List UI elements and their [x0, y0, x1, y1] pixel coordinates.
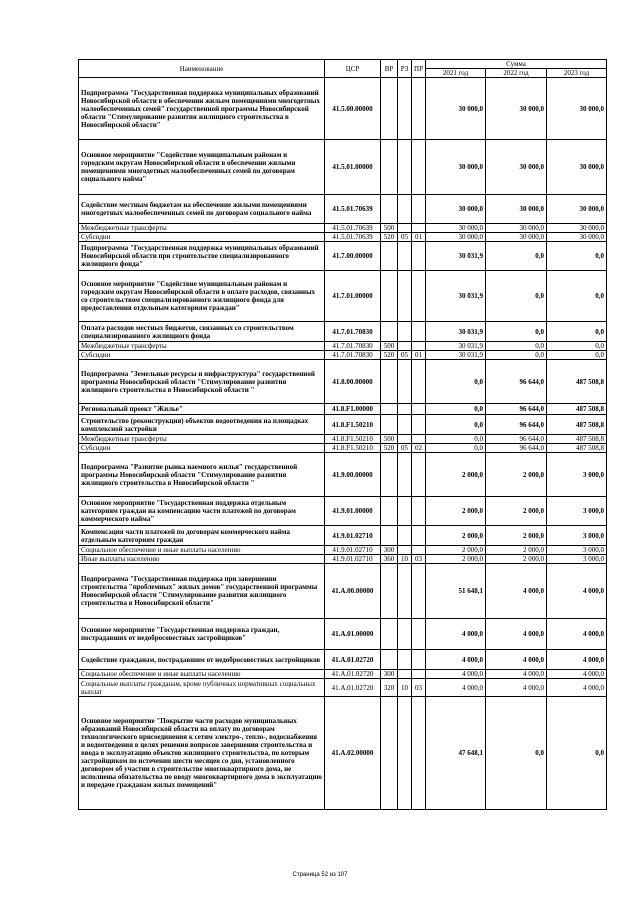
- cell-2021: 2 000,0: [426, 546, 486, 555]
- cell-name: Межбюджетные трансферты: [79, 435, 325, 444]
- table-row: [79, 195, 607, 224]
- cell-2023: 30 000,0: [547, 233, 607, 242]
- table-row: [79, 697, 607, 810]
- cell-2021: 0,0: [426, 444, 486, 453]
- cell-vr: [381, 140, 398, 195]
- cell-rz: [398, 497, 412, 526]
- cell-csr: 41.9.01.02710: [325, 555, 381, 564]
- cell-name: Субсидии: [79, 351, 325, 360]
- cell-2023: 0,0: [547, 351, 607, 360]
- cell-csr: 41.А.01.00000: [325, 619, 381, 650]
- cell-name: Подпрограмма "Развитие рынка наемного жилья" государственной программы Новосибирской области "Стимулирование развития жилищного строительства в Новосибирской области ": [79, 453, 325, 497]
- budget-table: [78, 59, 607, 810]
- cell-vr: [381, 271, 398, 322]
- cell-2023: 4 000,0: [547, 650, 607, 670]
- table-row: [79, 650, 607, 670]
- cell-2023: 30 000,0: [547, 140, 607, 195]
- cell-csr: 41.7.01.70830: [325, 342, 381, 351]
- col-header-2021: 2021 год: [426, 69, 486, 78]
- cell-vr: 520: [381, 351, 398, 360]
- cell-name: Основное мероприятие "Содействие муниципальным районам и городским округам Новосибирской области в оплате расходов, связанных со строительством специализированного жилищного фонда для предоставления отдельным категориям граждан": [79, 271, 325, 322]
- cell-csr: 41.5.01.00000: [325, 140, 381, 195]
- table-row: [79, 224, 607, 233]
- cell-pr: [412, 271, 426, 322]
- cell-pr: [412, 697, 426, 810]
- cell-2023: 0,0: [547, 242, 607, 271]
- cell-rz: 05: [398, 444, 412, 453]
- cell-vr: [381, 322, 398, 342]
- cell-vr: 520: [381, 233, 398, 242]
- cell-csr: 41.А.01.02720: [325, 650, 381, 670]
- cell-csr: 41.5.01.70639: [325, 224, 381, 233]
- cell-name: Оплата расходов местных бюджетов, связанных со строительством специализированного жилищного фонда: [79, 322, 325, 342]
- cell-csr: 41.7.00.00000: [325, 242, 381, 271]
- cell-2022: 30 000,0: [486, 224, 547, 233]
- cell-2022: 4 000,0: [486, 679, 547, 697]
- cell-2021: 0,0: [426, 360, 486, 404]
- table-row: [79, 526, 607, 546]
- cell-name: Подпрограмма "Государственная поддержка муниципальных образований Новосибирской области в обеспечении жильем помещениями многодетных малообеспеченных семей" государственной программы Новосибирской области "Стимулирование развития жилищного строительства в Новосибирской области": [79, 78, 325, 140]
- table-row: [79, 555, 607, 564]
- cell-pr: [412, 224, 426, 233]
- cell-rz: [398, 546, 412, 555]
- cell-2023: 3 000,0: [547, 526, 607, 546]
- cell-2023: 487 508,8: [547, 415, 607, 435]
- cell-2023: 487 508,8: [547, 360, 607, 404]
- table-row: [79, 351, 607, 360]
- cell-pr: [412, 140, 426, 195]
- cell-rz: [398, 453, 412, 497]
- cell-rz: [398, 415, 412, 435]
- cell-rz: [398, 195, 412, 224]
- cell-pr: [412, 195, 426, 224]
- cell-2023: 30 000,0: [547, 195, 607, 224]
- cell-pr: 01: [412, 233, 426, 242]
- table-row: [79, 670, 607, 679]
- cell-2023: 4 000,0: [547, 670, 607, 679]
- cell-csr: 41.А.00.00000: [325, 564, 381, 619]
- cell-rz: 05: [398, 351, 412, 360]
- cell-2023: 3 000,0: [547, 546, 607, 555]
- cell-2021: 30 031,9: [426, 351, 486, 360]
- cell-2021: 47 648,1: [426, 697, 486, 810]
- cell-2022: 96 644,0: [486, 415, 547, 435]
- cell-2021: 30 000,0: [426, 195, 486, 224]
- cell-2021: 30 000,0: [426, 224, 486, 233]
- cell-csr: 41.5.00.00000: [325, 78, 381, 140]
- cell-rz: [398, 224, 412, 233]
- cell-pr: [412, 404, 426, 415]
- cell-csr: 41.7.01.70830: [325, 322, 381, 342]
- page-footer: Страница 52 из 107: [292, 872, 348, 878]
- table-row: [79, 619, 607, 650]
- table-row: [79, 233, 607, 242]
- cell-2022: 4 000,0: [486, 564, 547, 619]
- cell-pr: [412, 242, 426, 271]
- cell-name: Подпрограмма "Государственная поддержка при завершении строительства "проблемных" жилых домов" государственной программы Новосибирской области "Стимулирование развития жилищного строительства в Новосибирской области": [79, 564, 325, 619]
- cell-rz: [398, 342, 412, 351]
- cell-2021: 2 000,0: [426, 555, 486, 564]
- cell-2021: 2 000,0: [426, 453, 486, 497]
- cell-csr: 41.7.01.00000: [325, 271, 381, 322]
- table-row: [79, 435, 607, 444]
- cell-2021: 2 000,0: [426, 497, 486, 526]
- cell-name: Социальные выплаты гражданам, кроме публичных нормативных социальных выплат: [79, 679, 325, 697]
- col-header-2023: 2023 год: [547, 69, 607, 78]
- cell-vr: [381, 650, 398, 670]
- cell-vr: 520: [381, 444, 398, 453]
- cell-csr: 41.9.01.00000: [325, 497, 381, 526]
- cell-csr: 41.А.01.02720: [325, 670, 381, 679]
- table-row: [79, 360, 607, 404]
- cell-pr: [412, 497, 426, 526]
- cell-2023: 4 000,0: [547, 564, 607, 619]
- cell-vr: 500: [381, 435, 398, 444]
- cell-rz: [398, 697, 412, 810]
- cell-2023: 3 000,0: [547, 497, 607, 526]
- cell-pr: [412, 435, 426, 444]
- cell-vr: [381, 360, 398, 404]
- cell-2022: 30 000,0: [486, 195, 547, 224]
- cell-csr: 41.8.F1.50210: [325, 435, 381, 444]
- cell-2023: 3 000,0: [547, 453, 607, 497]
- cell-vr: 300: [381, 546, 398, 555]
- cell-pr: 03: [412, 555, 426, 564]
- cell-2022: 0,0: [486, 242, 547, 271]
- cell-vr: [381, 242, 398, 271]
- cell-vr: [381, 564, 398, 619]
- cell-2022: 96 644,0: [486, 360, 547, 404]
- cell-2022: 4 000,0: [486, 650, 547, 670]
- cell-name: Субсидии: [79, 233, 325, 242]
- cell-2022: 2 000,0: [486, 555, 547, 564]
- cell-vr: [381, 453, 398, 497]
- cell-vr: 500: [381, 224, 398, 233]
- cell-pr: [412, 415, 426, 435]
- cell-pr: [412, 360, 426, 404]
- cell-csr: 41.А.02.00000: [325, 697, 381, 810]
- table-row: [79, 271, 607, 322]
- cell-name: Межбюджетные трансферты: [79, 224, 325, 233]
- col-header-vr: ВР: [381, 60, 398, 78]
- cell-pr: [412, 453, 426, 497]
- table-body: [79, 78, 607, 810]
- cell-pr: [412, 342, 426, 351]
- table-row: [79, 342, 607, 351]
- col-header-csr: ЦСР: [325, 60, 381, 78]
- col-header-name: Наименование: [79, 60, 325, 78]
- cell-rz: [398, 619, 412, 650]
- cell-name: Основное мероприятие "Покрытие части расходов муниципальных образований Новосибирской области на оплату по договорам технологического присоединения к сетям электро-, тепло-, водоснабжения и водоотведения в целях решения вопросов завершения строительства и ввода в эксплуатацию объектов жилищного строительства, по которым застройщиком по истечении шести месяцев со дня, установленного договором об участии в строительстве многоквартирного дома, не исполнены обязательства по вводу многоквартирного дома в эксплуатацию и передаче гражданам жилых помещений": [79, 697, 325, 810]
- cell-csr: 41.8.00.00000: [325, 360, 381, 404]
- cell-2022: 30 000,0: [486, 78, 547, 140]
- cell-2022: 0,0: [486, 351, 547, 360]
- cell-name: Региональный проект "Жилье": [79, 404, 325, 415]
- cell-pr: [412, 619, 426, 650]
- table-row: [79, 322, 607, 342]
- cell-name: Основное мероприятие "Государственная поддержка отдельным категориям граждан на компенсацию части платежей по договорам коммерческого найма": [79, 497, 325, 526]
- col-header-pr: ПР: [412, 60, 426, 78]
- cell-pr: [412, 546, 426, 555]
- cell-name: Иные выплаты населению: [79, 555, 325, 564]
- cell-2021: 0,0: [426, 404, 486, 415]
- cell-2021: 0,0: [426, 435, 486, 444]
- cell-vr: 300: [381, 670, 398, 679]
- cell-rz: 10: [398, 679, 412, 697]
- cell-2023: 487 508,8: [547, 444, 607, 453]
- cell-2022: 0,0: [486, 697, 547, 810]
- col-header-rz: РЗ: [398, 60, 412, 78]
- cell-2022: 2 000,0: [486, 526, 547, 546]
- table-row: [79, 453, 607, 497]
- cell-vr: [381, 526, 398, 546]
- cell-2021: 51 648,1: [426, 564, 486, 619]
- cell-2022: 30 000,0: [486, 140, 547, 195]
- cell-2023: 0,0: [547, 322, 607, 342]
- cell-2021: 30 031,9: [426, 322, 486, 342]
- table-row: [79, 242, 607, 271]
- table-row: [79, 404, 607, 415]
- cell-name: Подпрограмма "Государственная поддержка муниципальных образований Новосибирской области при строительстве специализированного жилищного фонда": [79, 242, 325, 271]
- cell-2022: 0,0: [486, 271, 547, 322]
- cell-2021: 2 000,0: [426, 526, 486, 546]
- cell-2023: 4 000,0: [547, 619, 607, 650]
- cell-name: Социальное обеспечение и иные выплаты населению: [79, 546, 325, 555]
- cell-2021: 4 000,0: [426, 619, 486, 650]
- cell-pr: [412, 650, 426, 670]
- cell-2022: 0,0: [486, 322, 547, 342]
- cell-csr: 41.9.01.02710: [325, 546, 381, 555]
- cell-rz: [398, 360, 412, 404]
- cell-2023: 487 508,8: [547, 435, 607, 444]
- cell-2023: 4 000,0: [547, 679, 607, 697]
- cell-rz: 05: [398, 233, 412, 242]
- cell-2022: 96 644,0: [486, 444, 547, 453]
- col-header-2022: 2022 год: [486, 69, 547, 78]
- cell-2023: 0,0: [547, 271, 607, 322]
- cell-pr: [412, 564, 426, 619]
- cell-name: Подпрограмма "Земельные ресурсы и инфраструктура" государственной программы Новосибирской области "Стимулирование развития жилищного строительства в Новосибирской области ": [79, 360, 325, 404]
- table-row: [79, 78, 607, 140]
- cell-2021: 4 000,0: [426, 650, 486, 670]
- cell-2022: 30 000,0: [486, 233, 547, 242]
- cell-name: Содействие местным бюджетам на обеспечение жилыми помещениями многодетных малообеспеченных семей по договорам социального найма: [79, 195, 325, 224]
- cell-2021: 30 000,0: [426, 233, 486, 242]
- cell-vr: [381, 497, 398, 526]
- cell-rz: [398, 322, 412, 342]
- cell-2022: 2 000,0: [486, 546, 547, 555]
- table-row: [79, 546, 607, 555]
- table-row: [79, 415, 607, 435]
- cell-2022: 96 644,0: [486, 404, 547, 415]
- table-row: [79, 444, 607, 453]
- cell-2021: 30 031,9: [426, 342, 486, 351]
- cell-csr: 41.9.01.02710: [325, 526, 381, 546]
- table-row: [79, 679, 607, 697]
- cell-name: Субсидии: [79, 444, 325, 453]
- cell-csr: 41.8.F1.50210: [325, 415, 381, 435]
- cell-2021: 30 000,0: [426, 78, 486, 140]
- cell-vr: [381, 78, 398, 140]
- cell-csr: 41.5.01.70639: [325, 195, 381, 224]
- cell-pr: [412, 670, 426, 679]
- cell-vr: [381, 619, 398, 650]
- cell-name: Компенсация части платежей по договорам коммерческого найма отдельным категориям граждан: [79, 526, 325, 546]
- cell-pr: 02: [412, 444, 426, 453]
- cell-2023: 30 000,0: [547, 224, 607, 233]
- cell-vr: 500: [381, 342, 398, 351]
- cell-pr: [412, 526, 426, 546]
- cell-vr: 360: [381, 555, 398, 564]
- cell-pr: [412, 322, 426, 342]
- cell-name: Содействие гражданам, пострадавшим от недобросовестных застройщиков: [79, 650, 325, 670]
- cell-2023: 0,0: [547, 342, 607, 351]
- cell-name: Строительство (реконструкция) объектов водоотведения на площадках комплексной застройки: [79, 415, 325, 435]
- cell-rz: [398, 564, 412, 619]
- cell-vr: [381, 697, 398, 810]
- cell-2022: 2 000,0: [486, 453, 547, 497]
- table-row: [79, 140, 607, 195]
- cell-csr: 41.8.F1.50210: [325, 444, 381, 453]
- cell-rz: [398, 271, 412, 322]
- cell-csr: 41.8.F1.00000: [325, 404, 381, 415]
- cell-2021: 30 031,9: [426, 271, 486, 322]
- cell-vr: [381, 195, 398, 224]
- col-header-sum: Сумма: [426, 60, 607, 69]
- cell-rz: [398, 650, 412, 670]
- cell-rz: [398, 404, 412, 415]
- cell-name: Социальное обеспечение и иные выплаты населению: [79, 670, 325, 679]
- table-row: [79, 564, 607, 619]
- cell-vr: [381, 404, 398, 415]
- cell-csr: 41.9.00.00000: [325, 453, 381, 497]
- cell-vr: [381, 415, 398, 435]
- cell-rz: [398, 78, 412, 140]
- cell-pr: 03: [412, 679, 426, 697]
- cell-2022: 2 000,0: [486, 497, 547, 526]
- cell-2021: 30 031,9: [426, 242, 486, 271]
- cell-rz: [398, 670, 412, 679]
- cell-2022: 96 644,0: [486, 435, 547, 444]
- cell-rz: 10: [398, 555, 412, 564]
- cell-name: Основное мероприятие "Государственная поддержка граждан, пострадавших от недобросовестных застройщиков": [79, 619, 325, 650]
- cell-csr: 41.А.01.02720: [325, 679, 381, 697]
- cell-2021: 30 000,0: [426, 140, 486, 195]
- cell-2021: 4 000,0: [426, 679, 486, 697]
- cell-csr: 41.5.01.70639: [325, 233, 381, 242]
- cell-csr: 41.7.01.70830: [325, 351, 381, 360]
- cell-name: Основное мероприятие "Содействие муниципальным районам и городским округам Новосибирской области в обеспечении жилыми помещениями многодетных малообеспеченных семей по договорам социального найма": [79, 140, 325, 195]
- cell-2023: 0,0: [547, 697, 607, 810]
- cell-vr: 320: [381, 679, 398, 697]
- cell-rz: [398, 140, 412, 195]
- cell-2023: 487 508,8: [547, 404, 607, 415]
- cell-rz: [398, 435, 412, 444]
- cell-pr: 01: [412, 351, 426, 360]
- cell-name: Межбюджетные трансферты: [79, 342, 325, 351]
- cell-2021: 0,0: [426, 415, 486, 435]
- cell-2022: 0,0: [486, 342, 547, 351]
- cell-2023: 3 000,0: [547, 555, 607, 564]
- cell-2023: 30 000,0: [547, 78, 607, 140]
- cell-rz: [398, 242, 412, 271]
- cell-2022: 4 000,0: [486, 670, 547, 679]
- cell-2021: 4 000,0: [426, 670, 486, 679]
- cell-rz: [398, 526, 412, 546]
- table-row: [79, 497, 607, 526]
- cell-2022: 4 000,0: [486, 619, 547, 650]
- cell-pr: [412, 78, 426, 140]
